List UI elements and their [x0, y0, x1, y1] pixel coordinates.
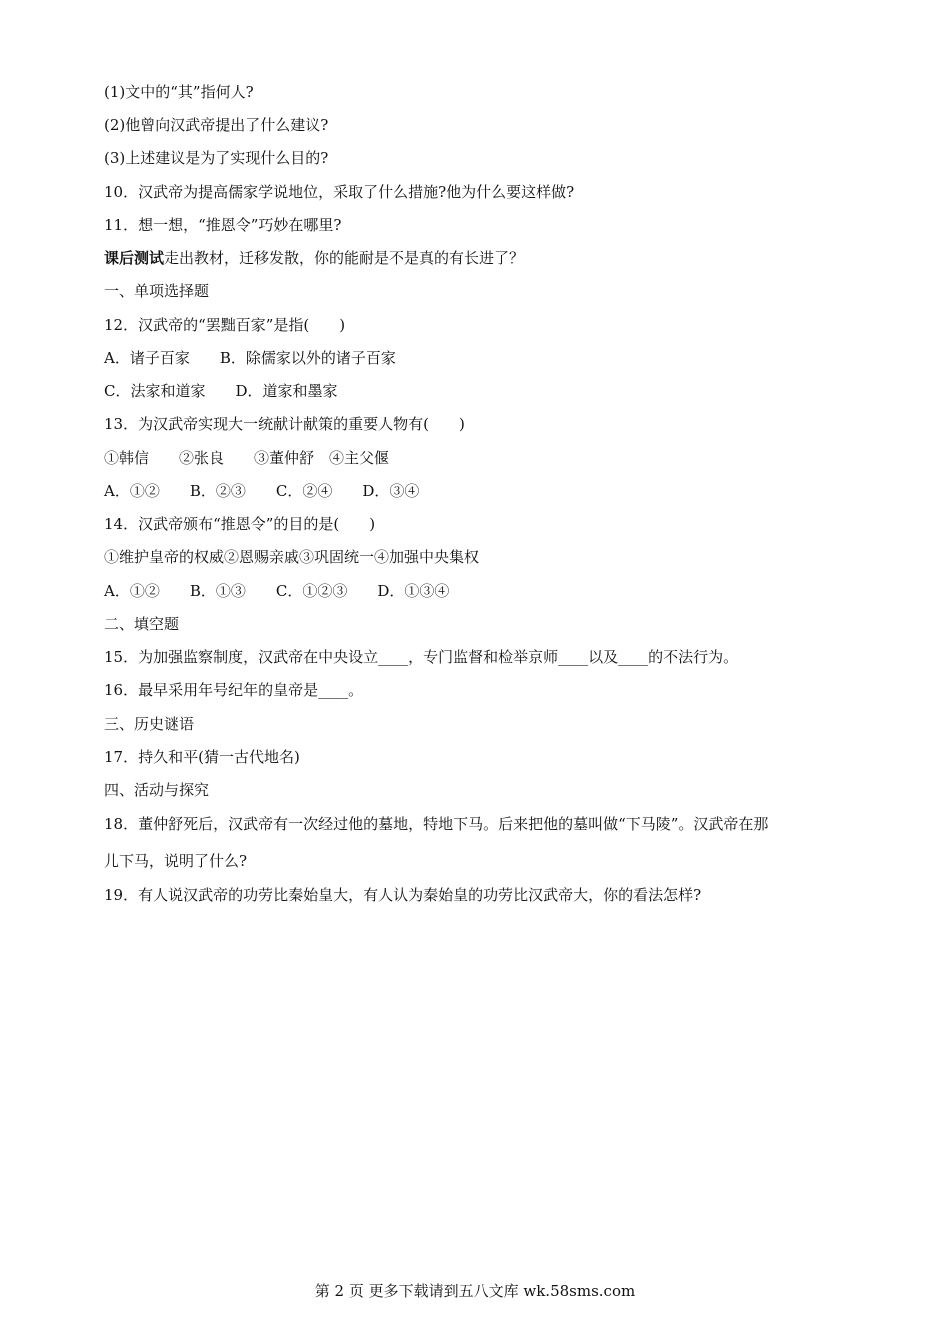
question-16: 16．最早采用年号纪年的皇帝是____。	[104, 681, 364, 699]
question-12-options-ab: A．诸子百家 B．除儒家以外的诸子百家	[104, 349, 396, 367]
sub-question-2: (2)他曾向汉武帝提出了什么建议?	[104, 116, 329, 134]
page-footer: 第 2 页 更多下载请到五八文库 wk.58sms.com	[314, 1282, 636, 1300]
question-14-options: A．①② B．①③ C．①②③ D．①③④	[104, 582, 450, 600]
question-14: 14．汉武帝颁布“推恩令”的目的是( )	[104, 515, 376, 533]
question-18-line-2: 儿下马，说明了什么?	[104, 852, 248, 870]
after-class-test-label: 课后测试	[104, 249, 165, 267]
sub-question-1: (1)文中的“其”指何人?	[104, 83, 254, 101]
question-12: 12．汉武帝的“罢黜百家”是指( )	[104, 316, 346, 334]
question-11: 11．想一想，“推恩令”巧妙在哪里?	[104, 216, 342, 234]
question-12-options-cd: C．法家和道家 D．道家和墨家	[104, 382, 338, 400]
question-10: 10．汉武帝为提高儒家学说地位，采取了什么措施?他为什么要这样做?	[104, 183, 575, 201]
sub-question-3: (3)上述建议是为了实现什么目的?	[104, 149, 329, 167]
question-13-options: A．①② B．②③ C．②④ D．③④	[104, 482, 420, 500]
after-class-test-text: 走出教材，迁移发散，你的能耐是不是真的有长进了？	[164, 249, 525, 267]
question-19: 19．有人说汉武帝的功劳比秦始皇大，有人认为秦始皇的功劳比汉武帝大，你的看法怎样?	[104, 886, 702, 904]
question-18-line-1: 18．董仲舒死后，汉武帝有一次经过他的墓地，特地下马。后来把他的墓叫做“下马陵”。汉武帝在那	[104, 815, 769, 833]
question-17: 17．持久和平(猜一古代地名)	[104, 748, 300, 766]
section-heading-fill-blank: 二、填空题	[104, 615, 180, 633]
section-heading-single-choice: 一、单项选择题	[104, 282, 210, 300]
question-13: 13．为汉武帝实现大一统献计献策的重要人物有( )	[104, 415, 465, 433]
question-15: 15．为加强监察制度，汉武帝在中央设立____，专门监督和检举京师____以及____的不法行为。	[104, 648, 739, 666]
section-heading-riddle: 三、历史谜语	[104, 715, 195, 733]
after-class-test-heading	[104, 247, 524, 269]
question-13-items: ①韩信 ②张良 ③董仲舒 ④主父偃	[104, 449, 390, 467]
question-14-items: ①维护皇帝的权威②恩赐亲戚③巩固统一④加强中央集权	[104, 548, 480, 566]
section-heading-activity: 四、活动与探究	[104, 781, 210, 799]
